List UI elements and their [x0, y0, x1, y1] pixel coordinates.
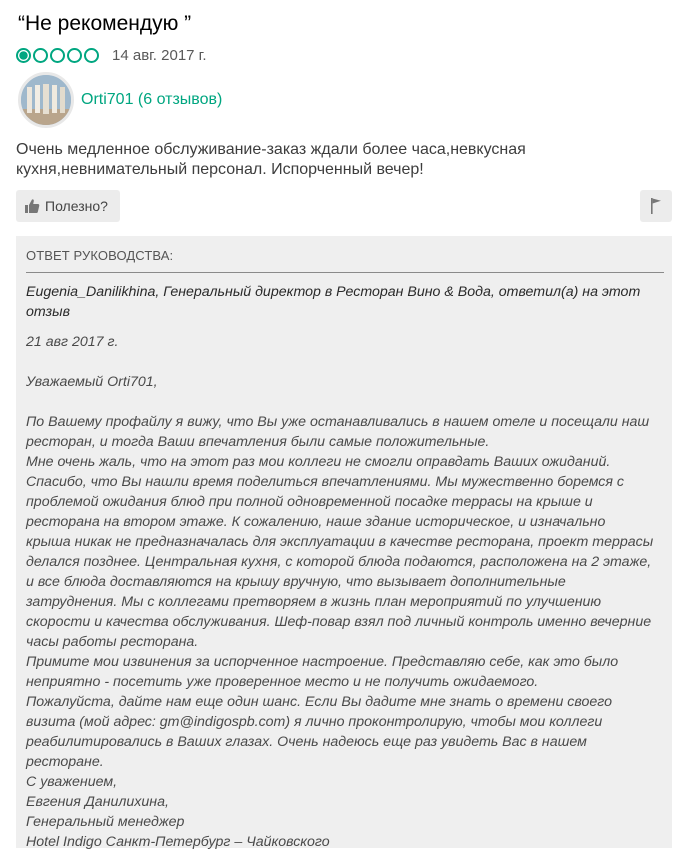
response-divider — [26, 272, 664, 273]
review-date: 14 авг. 2017 г. — [112, 46, 207, 64]
response-greeting: Уважаемый Orti701, — [26, 374, 158, 390]
signature-line: С уважением, — [26, 774, 118, 790]
response-paragraph: По Вашему профайлу я вижу, что Вы уже останавливались в нашем отеле и посещали наш ресторан, и тогда Ваши впечатления были самые положительные. — [26, 414, 650, 450]
response-paragraph: Мне очень жаль, что на этот раз мои коллеги не смогли оправдать Ваших ожиданий. Спасибо, что Вы нашли время поделиться впечатлениями. Мы мужественно боремся с проблемой ожидания блюд при полной одновременной посадке террасы на крыше и ресторана на втором этаже. К сожалению, наше здание историческое, и изначально крыша никак не предназначалась для эксплуатации в качестве ресторана, проект террасы делался позднее. Центральная кухня, с которой блюда подаются, расположена на 2 этаже, и все блюда доставляются на крышу вручную, что вызывает дополнительные затруднения. Мы с коллегами претворяем в жизнь план мероприятий по улучшению скорости и качества обслуживания. Шеф-повар взял под личный контроль именно вечерние часы работы ресторана. — [26, 454, 654, 650]
response-paragraph: Пожалуйста, дайте нам еще один шанс. Если Вы дадите мне знать о времени своего визита (мой адрес: gm@indigospb.com) я лично проконтролирую, чтобы мои коллеги реабилитировались в Ваших глазах. Очень надеюсь еще раз увидеть Вас в нашем ресторане. — [26, 694, 613, 770]
rating-bubble-filled — [16, 48, 31, 63]
helpful-button[interactable] — [16, 190, 120, 222]
helpful-label: Полезно? — [45, 198, 108, 214]
response-heading: ОТВЕТ РУКОВОДСТВА: — [26, 248, 174, 263]
rating-bubbles — [16, 48, 99, 63]
signature-line: Генеральный менеджер — [26, 814, 185, 830]
flag-button[interactable] — [640, 190, 672, 222]
avatar[interactable] — [18, 72, 74, 128]
rating-row — [16, 45, 206, 65]
signature-line: Hotel Indigo Санкт-Петербург – Чайковского — [26, 834, 330, 850]
review-text: Очень медленное обслуживание-заказ ждали более часа,невкусная кухня,невнимательный персонал. Испорченный вечер! — [16, 141, 526, 178]
thumbs-up-icon — [24, 198, 40, 214]
response-date: 21 авг 2017 г. — [26, 334, 119, 350]
flag-icon — [649, 197, 663, 215]
management-response — [16, 236, 672, 848]
response-author: Eugenia_Danilikhina, Генеральный директор в Ресторан Вино & Вода, ответил(а) на этот отзыв — [26, 284, 641, 320]
avatar-image — [21, 75, 71, 125]
rating-bubble-empty — [50, 48, 65, 63]
rating-bubble-empty — [33, 48, 48, 63]
response-body — [26, 282, 654, 852]
rating-bubble-empty — [84, 48, 99, 63]
rating-bubble-empty — [67, 48, 82, 63]
review-title: “Не рекомендую ” — [18, 12, 192, 35]
signature-line: Евгения Данилихина, — [26, 794, 169, 810]
reviewer-link[interactable]: Orti701 (6 отзывов) — [81, 91, 223, 108]
response-paragraph: Примите мои извинения за испорченное настроение. Представляю себе, как это было неприятно - посетить уже проверенное место и не получить ожидаемого. — [26, 654, 619, 690]
